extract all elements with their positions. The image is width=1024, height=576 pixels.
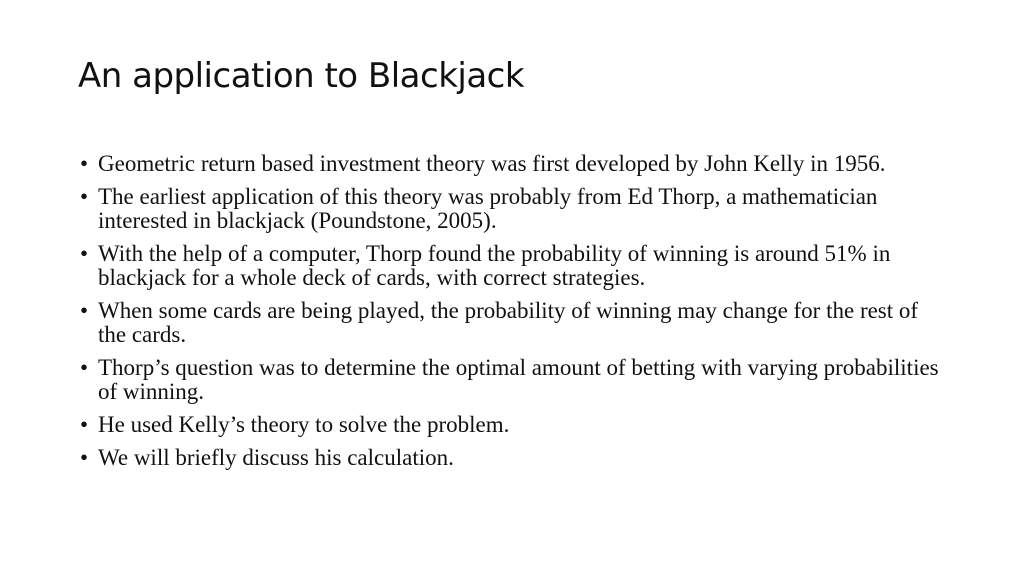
bullet-item: [80, 413, 950, 437]
bullet-dot-icon: •: [80, 241, 89, 266]
bullet-dot-icon: •: [80, 298, 89, 323]
bullet-dot-icon: •: [80, 355, 89, 380]
bullet-text: We will briefly discuss his calculation.: [98, 445, 454, 470]
bullet-item: [80, 152, 950, 176]
bullet-dot-icon: •: [80, 151, 89, 176]
slide-title: An application to Blackjack: [78, 56, 525, 96]
bullet-text: Geometric return based investment theory was first developed by John Kelly in 1956.: [98, 151, 886, 176]
bullet-item: [80, 185, 950, 233]
bullet-text: When some cards are being played, the probability of winning may change for the rest of the cards.: [98, 298, 919, 347]
bullet-item: [80, 446, 950, 470]
bullet-dot-icon: •: [80, 445, 89, 470]
bullet-list: [80, 152, 950, 479]
bullet-text: With the help of a computer, Thorp found the probability of winning is around 51% in blackjack for a whole deck of cards, with correct strategies.: [98, 241, 891, 290]
bullet-text: Thorp’s question was to determine the optimal amount of betting with varying probabilities of winning.: [98, 355, 939, 404]
bullet-item: [80, 299, 950, 347]
bullet-text: He used Kelly’s theory to solve the problem.: [98, 412, 510, 437]
bullet-dot-icon: •: [80, 184, 89, 209]
bullet-item: [80, 356, 950, 404]
bullet-dot-icon: •: [80, 412, 89, 437]
bullet-text: The earliest application of this theory was probably from Ed Thorp, a mathematician interested in blackjack (Poundstone, 2005).: [98, 184, 878, 233]
bullet-item: [80, 242, 950, 290]
